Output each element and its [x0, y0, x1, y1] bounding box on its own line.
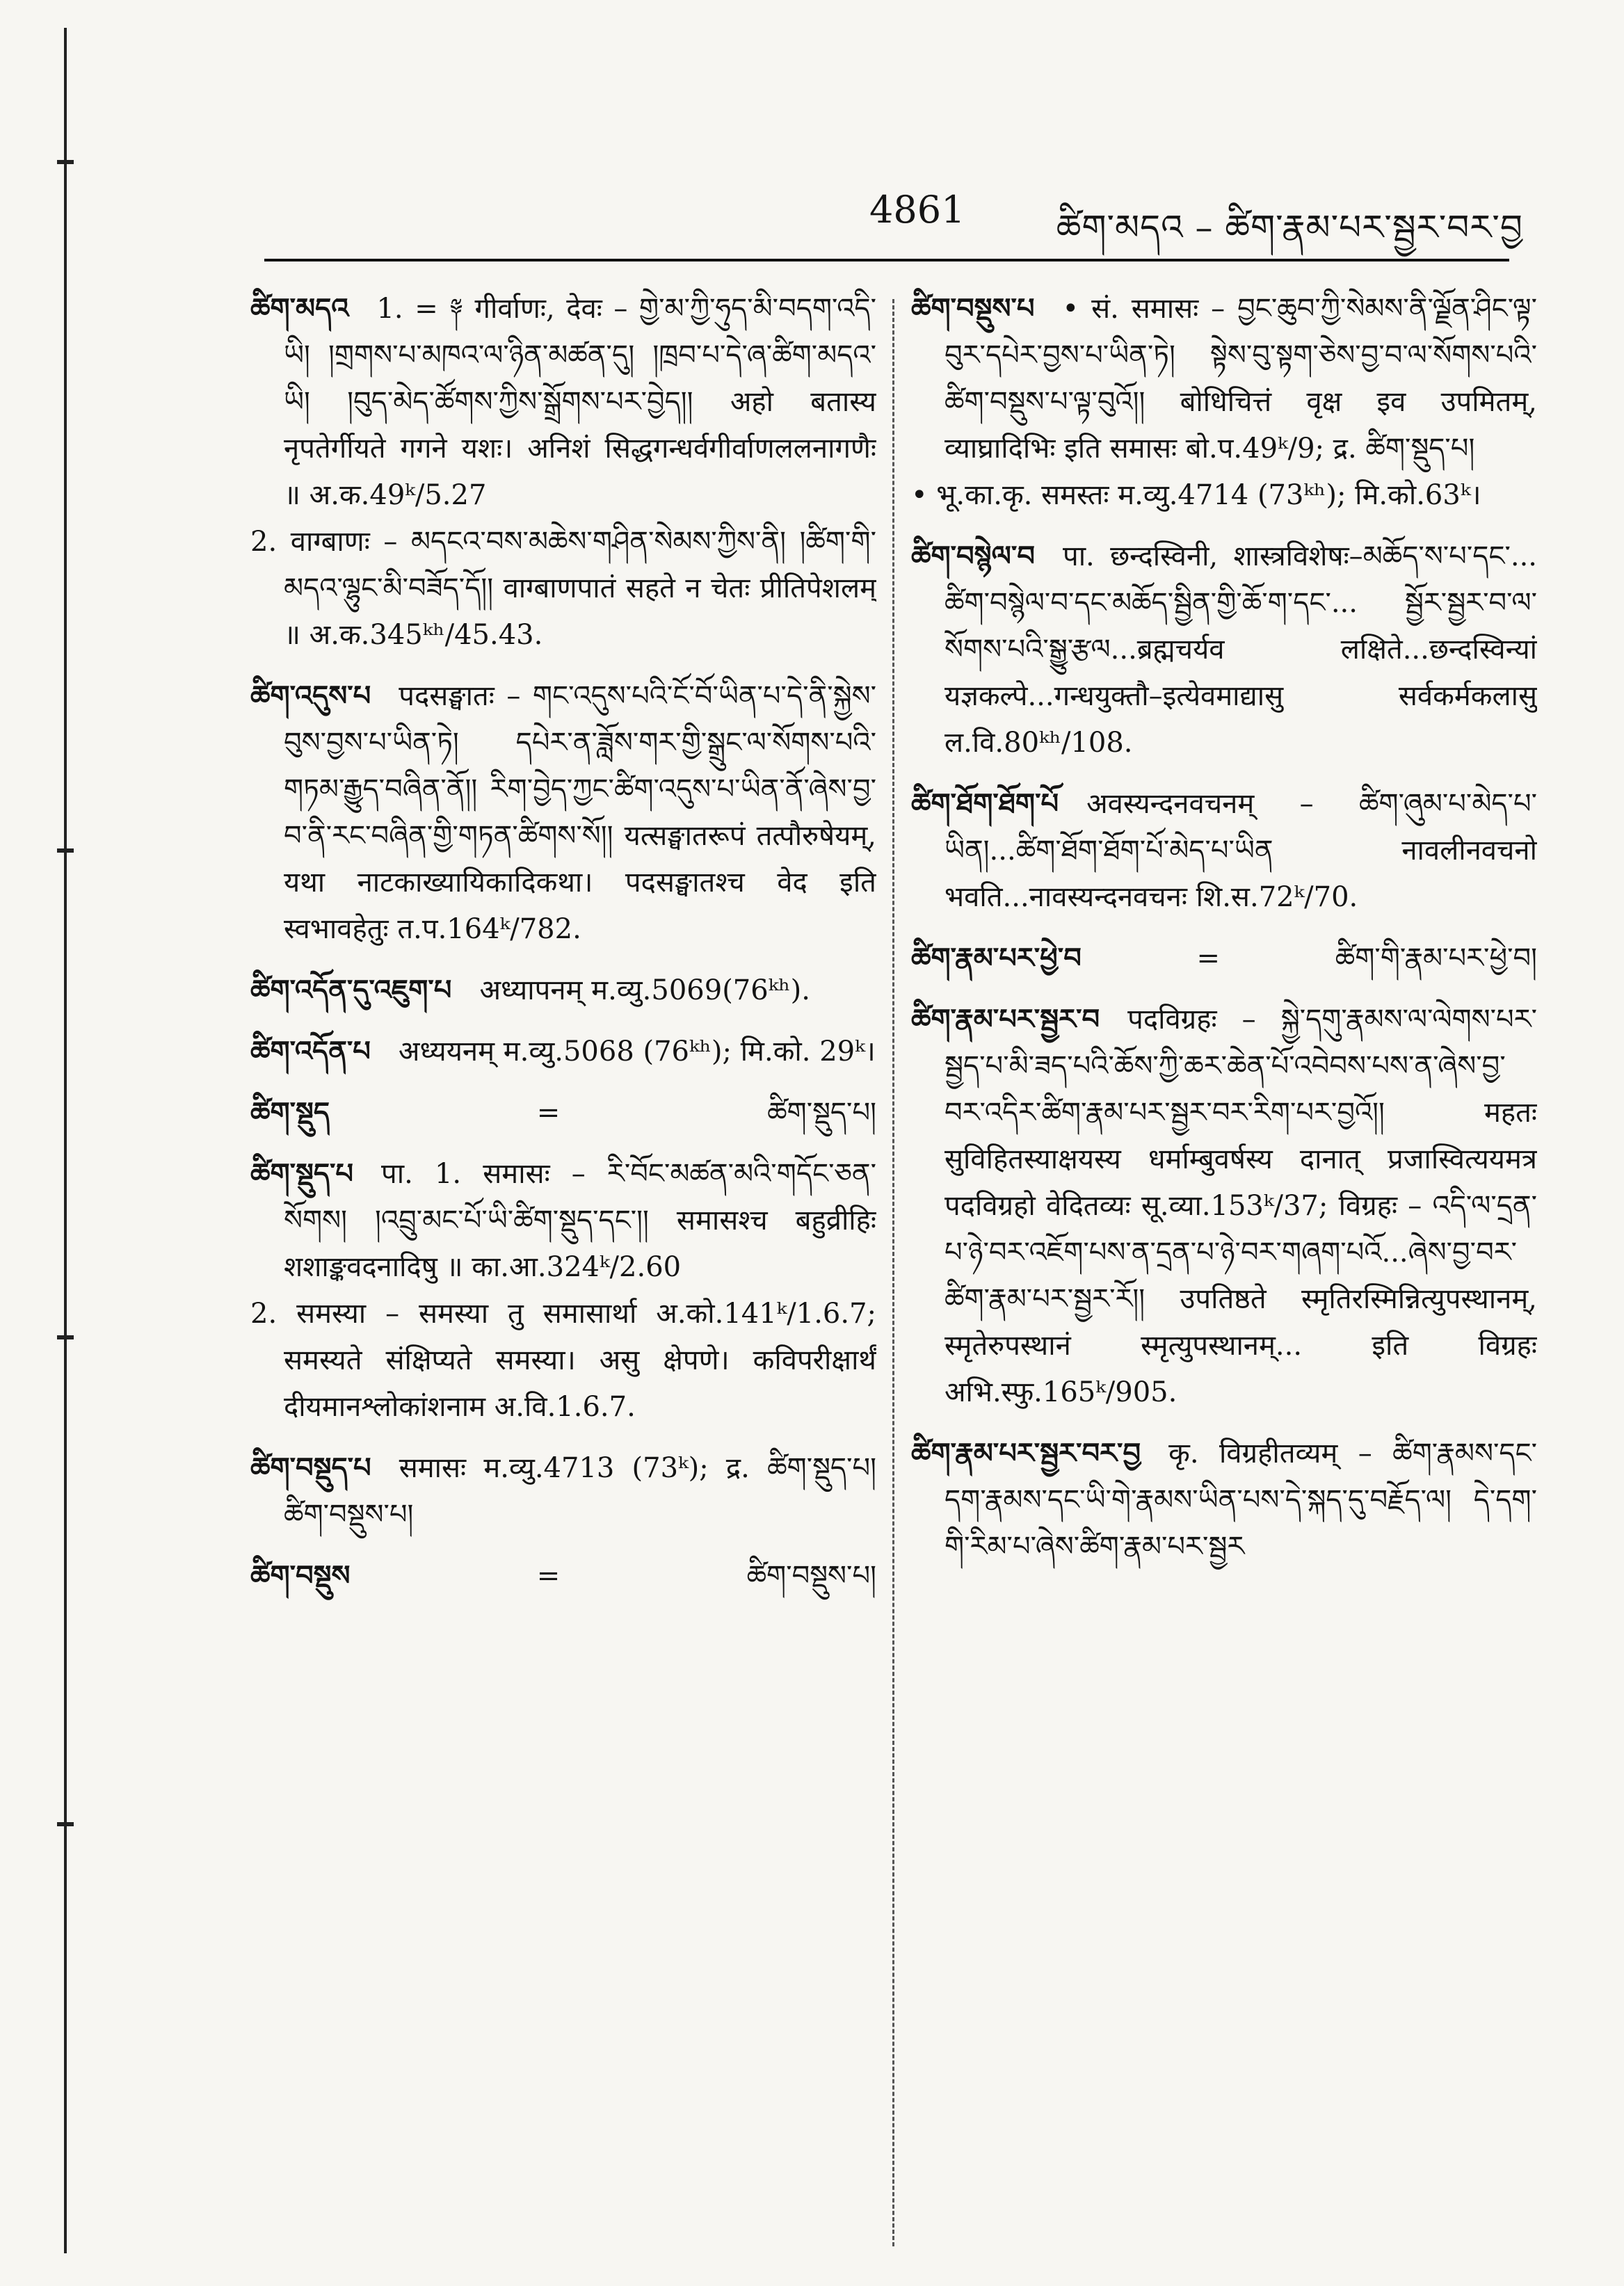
- entry-headword: ཚིག་མདའ: [250, 292, 349, 325]
- entry-headword: ཚིག་ཐོག་ཐོག་པོ: [911, 787, 1059, 820]
- cross-reference-target: ཚིག་བསྡུས་པ།: [746, 1560, 876, 1592]
- entry-headword: ཚིག་སྡུད: [250, 1096, 330, 1129]
- entry-headword: ཚིག་རྣམ་པར་ཕྱེ་བ: [911, 942, 1082, 974]
- entry-headword: ཚིག་བསྡུས: [250, 1559, 351, 1592]
- page-header: [264, 181, 1523, 257]
- entry-sense: • भू.का.कृ. समस्तः म.व्यु.4714 (73ᵏʰ); मि.को.63ᵏ।: [911, 479, 1481, 511]
- entry-sense: कृ. विग्रहीतव्यम् – ཚིག་རྣམས་དང་དག་རྣམས་དང་ཡི་གེ་རྣམས་ཡིན་པས་དེ་སྐད་དུ་བརྗོད་ལ། དེ་དག་གི་རིམ་པ་ཞེས་ཚིག་རྣམ་པར་སྦྱར: [944, 1438, 1537, 1563]
- cross-reference-entry: [911, 935, 1537, 982]
- running-head: ཚིག་མདའ – ཚིག་རྣམ་པར་སྦྱར་བར་བྱ: [1056, 207, 1523, 248]
- dictionary-entry: [250, 1028, 876, 1075]
- entry-sense: अवस्यन्दनवचनम् – ཚིག་ཞུམ་པ་མེད་པ་ཡིན།...ཚིག་ཐོག་ཐོག་པོ་མེད་པ་ཡིན नावलीनवचनो भवति...नावस्यन्दनवचनः शि.स.72ᵏ/70.: [944, 788, 1537, 913]
- cross-reference-target: ཚིག་གི་རྣམ་པར་ཕྱེ་བ།: [1335, 942, 1537, 974]
- entry-sense: पा. छन्दस्विनी, शास्त्रविशेषः–མཆོད་ས་པ་དང་... ཚིག་བསྙེལ་བ་དང་མཆོད་སྦྱིན་གྱི་ཆོ་ག་དང་... སྦྱོར་སྦྱར་བ་ལ་སོགས་པའི་སྒྱུ་རྩལ...ब्रह्मचर्यव लक्षिते...छन्दस्विन्यां यज्ञकल्पे...गन्धयुक्तौ–इत्येवमाद्यासु सर्वकर्मकलासु ल.वि.80ᵏʰ/108.: [944, 540, 1537, 759]
- header-rule: [264, 259, 1509, 261]
- entry-sense: 2. समस्या – समस्या तु समासार्था अ.को.141ᵏ/1.6.7; समस्यते संक्षिप्यते समस्या। असु क्षेपणे। कविपरीक्षार्थं दीयमानश्लोकांशनाम अ.वि.1.6.7.: [250, 1298, 876, 1423]
- entry-sense: • सं. समासः – བྱང་ཆུབ་ཀྱི་སེམས་ནི་ལྗོན་ཤིང་ལྟ་བུར་དཔེར་བྱས་པ་ཡིན་ཏེ། སྟེས་བུ་སྟག་ཅེས་བྱ་བ་ལ་སོགས་པའི་ཚིག་བསྡུས་པ་ལྟ་བུའོ།། बोधिचित्तं वृक्ष इव उपमितम्, व्याघ्रादिभिः इति समासः बो.प.49ᵏ/9; द्र. ཚིག་སྡུད་པ།: [944, 293, 1537, 465]
- dictionary-entry: [250, 285, 876, 659]
- entry-headword: ཚིག་འདོན་དུ་འཇུག་པ: [250, 974, 452, 1006]
- entry-headword: ཚིག་རྣམ་པར་སྦྱར་བར་བྱ: [911, 1437, 1141, 1470]
- binding-edge-line: [64, 28, 67, 2253]
- entry-headword: ཚིག་སྡུད་པ: [250, 1157, 354, 1190]
- cross-reference-target: ཚིག་སྡུད་པ།: [767, 1097, 876, 1129]
- dictionary-entry: [250, 673, 876, 953]
- cross-reference-entry: [250, 1089, 876, 1136]
- binding-tick-mark: [57, 1822, 74, 1826]
- entry-sense: अध्ययनम् म.व्यु.5068 (76ᵏʰ); मि.को. 29ᵏ।: [398, 1036, 876, 1068]
- equals-sign: =: [1196, 942, 1221, 974]
- cross-reference-entry: [250, 1552, 876, 1600]
- entry-headword: ཚིག་བསྡུད་པ: [250, 1451, 371, 1484]
- column-divider: [892, 299, 894, 2246]
- entry-headword: ཚིག་འདུས་པ: [250, 679, 371, 712]
- entry-headword: ཚིག་རྣམ་པར་སྦྱར་བ: [911, 1003, 1100, 1036]
- dictionary-entry: [911, 996, 1537, 1416]
- entry-sense: पदसङ्घातः – གང་འདུས་པའི་ངོ་བོ་ཡིན་པ་དེ་ནི་སྐྱེས་བུས་བྱས་པ་ཡིན་ཏེ། དཔེར་ན་ཟློས་གར་གྱི་སྒྲུང་ལ་སོགས་པའི་གཏམ་རྒྱུད་བཞིན་ནོ།། རིག་བྱེད་ཀྱང་ཚིག་འདུས་པ་ཡིན་ནོ་ཞེས་བྱ་བ་ནི་རང་བཞིན་གྱི་གཏན་ཚིགས་སོ།། यत्सङ्घातरूपं तत्पौरुषेयम्, यथा नाटकाख्यायिकादिकथा। पदसङ्घातश्च वेद इति स्वभावहेतुः त.प.164ᵏ/782.: [284, 680, 876, 945]
- entry-headword: ཚིག་བསྡུས་པ: [911, 292, 1035, 325]
- entry-sense: अध्यापनम् म.व्यु.5069(76ᵏʰ).: [479, 974, 810, 1006]
- entry-sense: समासः म.व्यु.4713 (73ᵏ); द्र. ཚིག་སྡུད་པ། ཚིག་བསྡུས་པ།: [284, 1452, 876, 1531]
- dictionary-entry: [911, 1430, 1537, 1570]
- entry-headword: ཚིག་བསྙེལ་བ: [911, 540, 1035, 572]
- entry-headword: ཚིག་འདོན་པ: [250, 1035, 371, 1068]
- dictionary-entry: [911, 533, 1537, 766]
- dictionary-entry: [250, 967, 876, 1014]
- dictionary-entry: [250, 1150, 876, 1431]
- equals-sign: =: [536, 1560, 561, 1592]
- entry-sense: पा. 1. समासः – རི་བོང་མཚན་མའི་གདོང་ཅན་སོགས། །འབྲུ་མང་པོ་ཡི་ཚིག་སྡུད་དང་།། समासश्च बहुव्रीहिः शशाङ्कवदनादिषु ॥ का.आ.324ᵏ/2.60: [284, 1158, 876, 1283]
- dictionary-entry: [911, 285, 1537, 519]
- entry-sense: 2. वाग्बाणः – མདངའ་བས་མཆེས་གཤིན་སེམས་ཀྱིས་ནི། །ཚིག་གི་མདའ་ལྷུང་མི་བཟོད་དོ།། वाग्बाणपातं सहते न चेतः प्रीतिपेशलम् ॥ अ.क.345ᵏʰ/45.43.: [250, 526, 876, 651]
- dictionary-entry: [250, 1444, 876, 1538]
- binding-tick-mark: [57, 848, 74, 853]
- dictionary-entry: [911, 780, 1537, 921]
- page-number: 4861: [869, 188, 965, 232]
- entry-sense: पदविग्रहः – སྐྱེ་དགུ་རྣམས་ལ་ལེགས་པར་སྦྱད་པ་མི་ཟད་པའི་ཆོས་ཀྱི་ཆར་ཆེན་པོ་འབེབས་པས་ན་ཞེས་བྱ་བར་འདིར་ཚིག་རྣམ་པར་སྦྱར་བར་རིག་པར་བྱའོ།། महतः सुविहितस्याक्षयस्य धर्माम्बुवर्षस्य दानात् प्रजास्वित्ययमत्र पदविग्रहो वेदितव्यः सू.व्या.153ᵏ/37; विग्रहः – འདི་ལ་དྲན་པ་ཉེ་བར་འཇོག་པས་ན་དྲན་པ་ཉེ་བར་གཞག་པའོ...ཞེས་བྱ་བར་ཚིག་རྣམ་པར་སྦྱར་རོ།། उपतिष्ठते स्मृतिरस्मिन्नित्युपस्थानम्, स्मृतेरुपस्थानं स्मृत्युपस्थानम्... इति विग्रहः अभि.स्फु.165ᵏ/905.: [944, 1004, 1537, 1408]
- left-column: [250, 285, 876, 2267]
- right-column: [911, 285, 1537, 2267]
- binding-tick-mark: [57, 160, 74, 164]
- equals-sign: =: [536, 1097, 561, 1129]
- entry-sense: 1. = ༈ गीर्वाणः, देवः – གྱེ་མ་ཀྱི་ཧུད་མི་བདག་འདི་ཡི། །གྲགས་པ་མཁའ་ལ་ཉིན་མཚན་དུ། །ཁྲབ་པ་དེ་ཞ་ཚིག་མདའ་ཡི། །བུད་མེད་ཚོགས་ཀྱིས་སྒྲོགས་པར་བྱེད།། अहो बतास्य नृपतेर्गीयते गगने यशः। अनिशं सिद्धगन्धर्वगीर्वाणललनागणैः ॥ अ.क.49ᵏ/5.27: [284, 293, 876, 511]
- binding-tick-mark: [57, 1335, 74, 1339]
